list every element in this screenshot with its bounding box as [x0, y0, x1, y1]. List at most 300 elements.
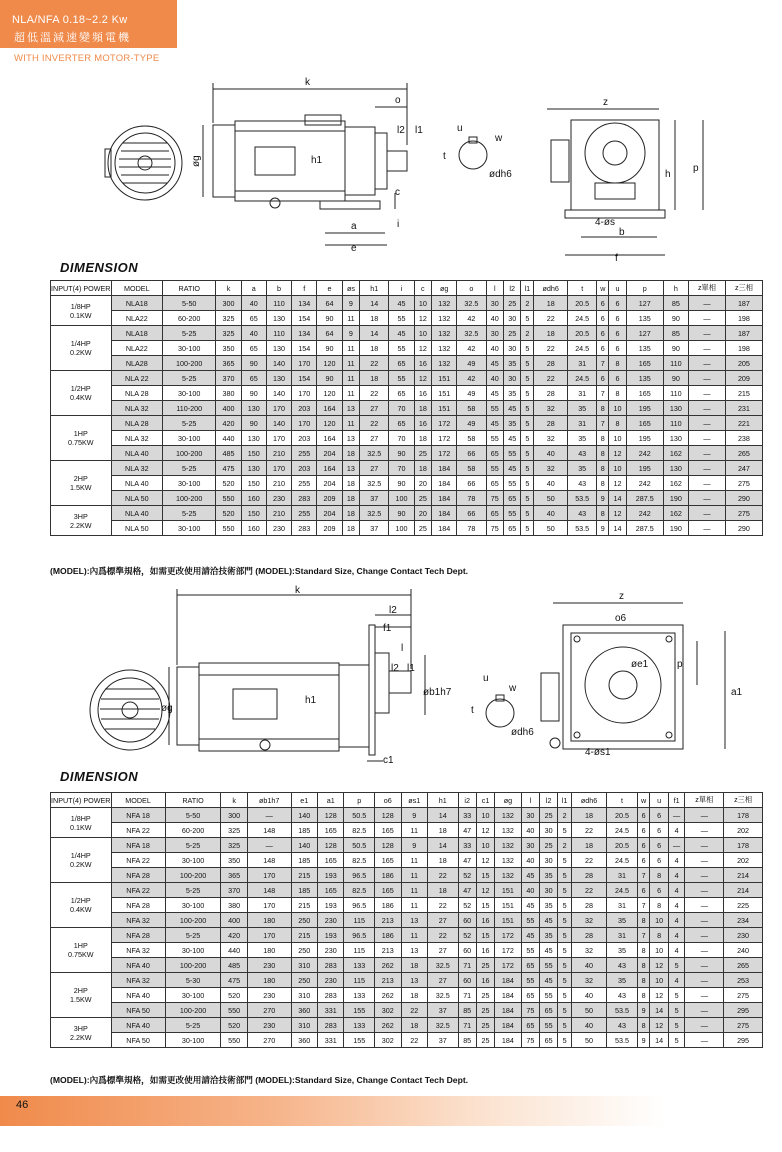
nla-dimension-table [50, 280, 763, 536]
table-cell: 5 [668, 958, 685, 973]
svg-text:øe1: øe1 [631, 659, 649, 670]
table-cell: 20.5 [568, 296, 597, 311]
header-chinese-title: 超低溫減速變頻電機 [14, 32, 131, 44]
table-cell: 132 [495, 868, 521, 883]
table-cell: 12 [414, 341, 431, 356]
table-cell: 8 [637, 988, 650, 1003]
table-cell: NFA 22 [111, 823, 165, 838]
table-cell: 25 [540, 838, 558, 853]
svg-text:h1: h1 [305, 695, 317, 706]
table-cell: 71 [458, 988, 476, 1003]
table-cell: 22 [534, 311, 568, 326]
table-cell: 230 [317, 913, 343, 928]
table-cell: 18 [414, 401, 431, 416]
table-cell: 230 [317, 973, 343, 988]
table-cell: 150 [241, 446, 266, 461]
table-cell: NLA 22 [111, 371, 163, 386]
table-cell: 37 [360, 491, 389, 506]
table-cell: 16 [476, 973, 494, 988]
table-cell: 250 [291, 973, 317, 988]
table-cell: 134 [292, 326, 317, 341]
table-row [51, 853, 763, 868]
table-cell: — [685, 883, 724, 898]
table-cell: 55 [389, 341, 414, 356]
table-cell: 242 [626, 446, 663, 461]
table-cell: 5 [558, 853, 571, 868]
table-cell: NLA 32 [111, 431, 163, 446]
table-cell: 7 [637, 928, 650, 943]
table-cell: 215 [291, 928, 317, 943]
table-cell: 110 [663, 386, 688, 401]
table-cell: 160 [241, 521, 266, 536]
table-cell: 18 [401, 1018, 427, 1033]
svg-text:4-øs1: 4-øs1 [585, 747, 611, 758]
table-cell: 6 [609, 326, 626, 341]
table-cell: 35 [568, 461, 597, 476]
table-cell: 11 [342, 416, 359, 431]
table-row [51, 491, 763, 506]
table-cell: 45 [521, 928, 539, 943]
table-cell: 18 [534, 326, 568, 341]
table-cell: 20.5 [607, 808, 638, 823]
power-cell: 3HP 2.2KW [51, 506, 112, 536]
table-cell: — [688, 446, 725, 461]
table-cell: 5 [558, 1003, 571, 1018]
table-cell: — [685, 868, 724, 883]
table-cell: 170 [247, 898, 291, 913]
table-cell: 18 [414, 461, 431, 476]
table-cell: 43 [607, 1018, 638, 1033]
table-cell: 154 [292, 341, 317, 356]
column-header: l1 [558, 793, 571, 808]
svg-text:f1: f1 [383, 623, 392, 634]
table-cell: 30-100 [165, 988, 221, 1003]
table-cell: 30-100 [165, 943, 221, 958]
column-header: w [637, 793, 650, 808]
table-cell: 325 [216, 311, 241, 326]
table-cell: 12 [476, 853, 494, 868]
table-cell: 135 [626, 371, 663, 386]
table-cell: — [685, 988, 724, 1003]
table-cell: 370 [216, 371, 241, 386]
table-cell: 100-200 [163, 491, 216, 506]
table-cell: 140 [266, 356, 291, 371]
table-cell: 247 [725, 461, 762, 476]
table-cell: 172 [432, 416, 457, 431]
table-cell: 178 [724, 808, 763, 823]
table-cell: NFA 40 [111, 958, 165, 973]
table-cell: 85 [663, 296, 688, 311]
table-cell: 30-100 [165, 853, 221, 868]
table-cell: 5 [521, 311, 534, 326]
table-cell: 22 [360, 416, 389, 431]
column-header: t [607, 793, 638, 808]
table-cell: 165 [626, 356, 663, 371]
table-cell: NLA28 [111, 356, 163, 371]
table-cell: 35 [607, 973, 638, 988]
table-cell: 6 [609, 341, 626, 356]
table-cell: 43 [568, 446, 597, 461]
table-cell: — [688, 371, 725, 386]
table-cell: 440 [216, 431, 241, 446]
table-cell: 45 [389, 296, 414, 311]
table-cell: 45 [503, 431, 520, 446]
column-header: MODEL [111, 281, 163, 296]
table-cell: 170 [292, 386, 317, 401]
table-cell: 265 [724, 958, 763, 973]
column-header: RATIO [163, 281, 216, 296]
table-cell: 130 [241, 431, 266, 446]
table-cell: 14 [650, 1003, 668, 1018]
table-cell: 164 [317, 461, 342, 476]
table-cell: 9 [342, 326, 359, 341]
table-cell: NFA 18 [111, 838, 165, 853]
table-cell: 8 [597, 431, 609, 446]
table-cell: 193 [317, 898, 343, 913]
table-cell: 5 [668, 1033, 685, 1048]
table-cell: NLA 28 [111, 386, 163, 401]
table-cell: 42 [457, 371, 486, 386]
table-cell: 49 [457, 386, 486, 401]
table-cell: 25 [414, 446, 431, 461]
table-cell: 100-200 [163, 356, 216, 371]
table-cell: 133 [344, 988, 375, 1003]
table-cell: — [688, 386, 725, 401]
table-cell: 184 [432, 491, 457, 506]
table-cell: 134 [292, 296, 317, 311]
table-cell: 14 [427, 808, 458, 823]
table-cell: 85 [458, 1033, 476, 1048]
table-cell: 12 [650, 988, 668, 1003]
power-cell: 2HP 1.5KW [51, 461, 112, 506]
table-cell: 120 [317, 416, 342, 431]
table-cell: 25 [414, 491, 431, 506]
table-row [51, 973, 763, 988]
table-cell: 255 [292, 446, 317, 461]
table-cell: 6 [609, 311, 626, 326]
table-cell: 130 [663, 461, 688, 476]
table-cell: 2 [558, 838, 571, 853]
column-header: f [292, 281, 317, 296]
table-cell: 14 [360, 326, 389, 341]
table-cell: 253 [724, 973, 763, 988]
table-cell: 5 [521, 521, 534, 536]
table-cell: 40 [486, 311, 503, 326]
table-row [51, 1033, 763, 1048]
table-cell: 40 [521, 883, 539, 898]
table-cell: 130 [241, 401, 266, 416]
table-cell: 12 [476, 883, 494, 898]
column-header: w [597, 281, 609, 296]
table-cell: 13 [401, 943, 427, 958]
column-header: h [663, 281, 688, 296]
table-cell: 550 [221, 1033, 247, 1048]
table-cell: 30-100 [163, 341, 216, 356]
column-header: øs [342, 281, 359, 296]
table-cell: 12 [650, 958, 668, 973]
table-cell: 210 [266, 506, 291, 521]
table-cell: 22 [534, 371, 568, 386]
table-cell: 365 [216, 356, 241, 371]
table-cell: 198 [725, 311, 762, 326]
table-cell: 53.5 [568, 491, 597, 506]
table-cell: 100 [389, 521, 414, 536]
table-cell: 8 [637, 913, 650, 928]
svg-text:u: u [457, 123, 463, 134]
table-cell: 18 [342, 446, 359, 461]
table-cell: 230 [317, 943, 343, 958]
table-cell: 35 [540, 928, 558, 943]
table-cell: 132 [432, 326, 457, 341]
table-cell: 22 [427, 928, 458, 943]
table-row [51, 296, 763, 311]
table-cell: 172 [495, 958, 521, 973]
table-cell: 172 [432, 431, 457, 446]
table-cell: 14 [360, 296, 389, 311]
table-cell: 9 [637, 1033, 650, 1048]
svg-text:ødh6: ødh6 [511, 727, 534, 738]
table-row [51, 1018, 763, 1033]
table-cell: 9 [401, 808, 427, 823]
table-cell: — [688, 326, 725, 341]
table-cell: 5-25 [165, 1018, 221, 1033]
table-cell: 287.5 [626, 521, 663, 536]
column-header: i [389, 281, 414, 296]
power-cell: 2HP 1.5KW [51, 973, 112, 1018]
table-cell: 5-50 [165, 808, 221, 823]
table-cell: 230 [266, 491, 291, 506]
table-row [51, 446, 763, 461]
table-cell: 215 [291, 868, 317, 883]
table-cell: 184 [495, 973, 521, 988]
table-cell: — [685, 973, 724, 988]
table-cell: 6 [597, 311, 609, 326]
table-cell: 37 [427, 1003, 458, 1018]
table-cell: 14 [427, 838, 458, 853]
table-row [51, 988, 763, 1003]
table-cell: 132 [495, 838, 521, 853]
table-cell: 16 [476, 913, 494, 928]
table-cell: 32 [571, 943, 606, 958]
table-cell: 128 [317, 808, 343, 823]
table-cell: 16 [414, 416, 431, 431]
table-cell: 186 [375, 868, 401, 883]
table-cell: 5 [558, 1018, 571, 1033]
svg-text:c: c [395, 187, 400, 198]
column-header: øg [432, 281, 457, 296]
table-cell: — [688, 461, 725, 476]
table-cell: 5-30 [165, 973, 221, 988]
table-cell: 165 [375, 853, 401, 868]
table-cell: 230 [724, 928, 763, 943]
table-cell: 204 [317, 446, 342, 461]
table-cell: 5-25 [163, 506, 216, 521]
svg-text:w: w [509, 683, 517, 694]
table-cell: 250 [291, 913, 317, 928]
table-cell: 28 [534, 356, 568, 371]
table-cell: 5 [521, 491, 534, 506]
table-cell: 193 [317, 868, 343, 883]
table-cell: 187 [725, 296, 762, 311]
table-cell: 71 [458, 1018, 476, 1033]
table-cell: 32.5 [360, 446, 389, 461]
table-cell: 52 [458, 898, 476, 913]
table-cell: 210 [266, 476, 291, 491]
column-header: k [221, 793, 247, 808]
table-cell: 485 [216, 446, 241, 461]
table-cell: 238 [725, 431, 762, 446]
table-header-row [51, 281, 763, 296]
table-cell: 5-50 [163, 296, 216, 311]
table-cell: 12 [650, 1018, 668, 1033]
svg-text:ødh6: ødh6 [489, 169, 512, 180]
table-cell: 5-25 [163, 416, 216, 431]
table-cell: 55 [521, 973, 539, 988]
table-cell: 22 [427, 868, 458, 883]
table-cell: 30-100 [163, 521, 216, 536]
table-cell: 204 [317, 476, 342, 491]
table-cell: 55 [540, 958, 558, 973]
table-cell: 198 [725, 341, 762, 356]
svg-text:øg: øg [191, 155, 202, 167]
table-cell: 130 [266, 371, 291, 386]
table-cell: 55 [521, 943, 539, 958]
table-cell: 520 [221, 1018, 247, 1033]
column-header: o [457, 281, 486, 296]
svg-text:l: l [401, 643, 404, 654]
table-row [51, 416, 763, 431]
table-cell: 40 [486, 341, 503, 356]
table-cell: 10 [476, 838, 494, 853]
table-cell: 27 [427, 913, 458, 928]
table-cell: 184 [495, 1033, 521, 1048]
table-cell: 100-200 [165, 868, 221, 883]
table-cell: 58 [457, 461, 486, 476]
table-cell: 30-100 [165, 898, 221, 913]
table-cell: — [247, 838, 291, 853]
column-header: RATIO [165, 793, 221, 808]
table-cell: 45 [540, 943, 558, 958]
table-cell: 5 [521, 476, 534, 491]
table-cell: NFA 28 [111, 928, 165, 943]
table-cell: 148 [247, 853, 291, 868]
table-cell: 130 [266, 311, 291, 326]
table-cell: 25 [476, 1033, 494, 1048]
table-cell: 295 [724, 1033, 763, 1048]
table-cell: 90 [389, 446, 414, 461]
table-cell: 6 [609, 296, 626, 311]
table-cell: 58 [457, 431, 486, 446]
table-cell: 66 [457, 476, 486, 491]
table-cell: 50 [571, 1003, 606, 1018]
table-cell: 130 [663, 401, 688, 416]
footer-band [0, 1096, 782, 1126]
table-cell: 6 [637, 883, 650, 898]
table-cell: 5 [558, 823, 571, 838]
table-cell: 30 [521, 808, 539, 823]
table-cell: 25 [476, 988, 494, 1003]
table-cell: 40 [534, 506, 568, 521]
page-header-band [0, 0, 177, 48]
column-header: c [414, 281, 431, 296]
table-cell: 30 [503, 311, 520, 326]
table-cell: NLA 40 [111, 476, 163, 491]
table-cell: 18 [360, 311, 389, 326]
power-cell: 1/2HP 0.4KW [51, 371, 112, 416]
table-cell: 5 [558, 913, 571, 928]
table-row [51, 521, 763, 536]
table-cell: 30 [521, 838, 539, 853]
table-cell: 28 [534, 416, 568, 431]
table-cell: 115 [344, 973, 375, 988]
table-cell: 6 [597, 296, 609, 311]
table-cell: 184 [432, 476, 457, 491]
table-cell: 55 [503, 446, 520, 461]
table-cell: 230 [266, 521, 291, 536]
table-cell: 132 [432, 296, 457, 311]
table-cell: 5 [558, 898, 571, 913]
table-cell: 133 [344, 1018, 375, 1033]
table-cell: NLA 32 [111, 461, 163, 476]
table-cell: 22 [571, 853, 606, 868]
table-cell: 45 [521, 898, 539, 913]
table-cell: 151 [432, 386, 457, 401]
svg-text:u: u [483, 673, 489, 684]
table-cell: 28 [571, 928, 606, 943]
svg-text:l2: l2 [391, 663, 399, 674]
svg-text:b: b [619, 227, 625, 238]
table-cell: 18 [401, 958, 427, 973]
table-cell: 202 [724, 853, 763, 868]
column-header: z三相 [725, 281, 762, 296]
table-cell: 165 [375, 823, 401, 838]
table-cell: 283 [317, 988, 343, 1003]
table-cell: 5 [668, 1003, 685, 1018]
table-cell: 70 [389, 461, 414, 476]
table-cell: 27 [427, 973, 458, 988]
table-cell: 221 [725, 416, 762, 431]
table-cell: 90 [389, 506, 414, 521]
svg-text:z: z [603, 97, 608, 108]
table-cell: 170 [247, 928, 291, 943]
table-cell: 52 [458, 928, 476, 943]
svg-text:k: k [295, 585, 300, 596]
table-cell: 5 [521, 506, 534, 521]
table-cell: 66 [457, 446, 486, 461]
table-cell: 18 [401, 988, 427, 1003]
table-cell: 5 [668, 1018, 685, 1033]
column-header: MODEL [111, 793, 165, 808]
table-cell: 234 [724, 913, 763, 928]
table-cell: NFA 18 [111, 808, 165, 823]
section1-footnote: (MODEL):內爲標準規格，如需更改使用請洽技術部門 (MODEL):Standard Size, Change Contact Tech Dept. [50, 566, 469, 576]
table-cell: 170 [266, 431, 291, 446]
table-cell: 140 [266, 416, 291, 431]
table-cell: 18 [360, 341, 389, 356]
table-cell: 120 [317, 386, 342, 401]
table-cell: 30 [503, 371, 520, 386]
table-cell: 32 [571, 913, 606, 928]
table-cell: 6 [650, 808, 668, 823]
table-cell: 35 [568, 401, 597, 416]
svg-text:a1: a1 [731, 687, 743, 698]
table-cell: 9 [342, 296, 359, 311]
table-cell: 10 [609, 401, 626, 416]
column-header: p [626, 281, 663, 296]
table-row [51, 311, 763, 326]
column-header: h1 [360, 281, 389, 296]
table-cell: — [685, 943, 724, 958]
